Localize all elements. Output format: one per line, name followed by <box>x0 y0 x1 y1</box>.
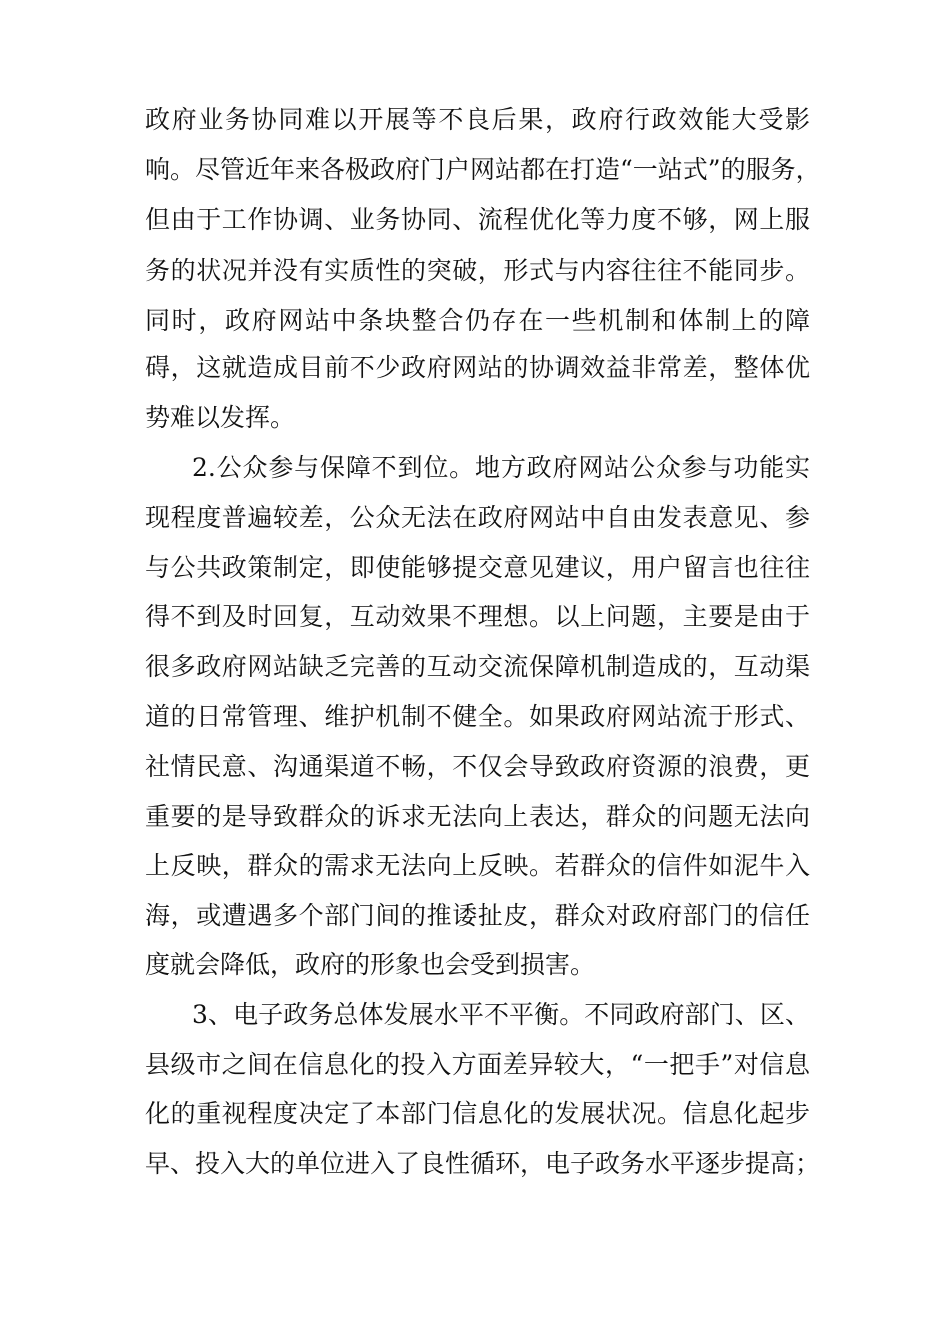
paragraph-1-line-5: 同时，政府网站中条块整合仍存在一些机制和体制上的障 <box>145 306 810 335</box>
paragraph-2-line-3: 与公共政策制定，即使能够提交意见建议，用户留言也往往 <box>145 553 810 582</box>
paragraph-3-line-1: 3、电子政务总体发展水平不平衡。不同政府部门、区、 <box>192 1000 810 1029</box>
paragraph-1-line-1: 政府业务协同难以开展等不良后果，政府行政效能大受影 <box>145 105 810 134</box>
paragraph-1-line-6: 碍，这就造成目前不少政府网站的协调效益非常差，整体优 <box>145 353 810 382</box>
paragraph-2-line-8: 重要的是导致群众的诉求无法向上表达，群众的问题无法向 <box>145 802 810 831</box>
paragraph-1-line-4: 务的状况并没有实质性的突破，形式与内容往往不能同步。 <box>145 256 810 285</box>
paragraph-2-line-2: 现程度普遍较差，公众无法在政府网站中自由发表意见、参 <box>145 503 810 532</box>
paragraph-3-line-4: 早、投入大的单位进入了良性循环，电子政务水平逐步提高； <box>145 1149 821 1178</box>
paragraph-1-line-7: 势难以发挥。 <box>145 403 296 432</box>
paragraph-2-line-7: 社情民意、沟通渠道不畅，不仅会导致政府资源的浪费，更 <box>145 752 810 781</box>
paragraph-2-line-11: 度就会降低，政府的形象也会受到损害。 <box>145 950 596 979</box>
paragraph-3-line-2: 县级市之间在信息化的投入方面差异较大，“一把手”对信息 <box>145 1050 810 1079</box>
paragraph-2-line-9: 上反映，群众的需求无法向上反映。若群众的信件如泥牛入 <box>145 851 810 880</box>
paragraph-2-line-6: 道的日常管理、维护机制不健全。如果政府网站流于形式、 <box>145 702 810 731</box>
paragraph-2-line-4: 得不到及时回复，互动效果不理想。以上问题，主要是由于 <box>145 602 810 631</box>
paragraph-1-line-3: 但由于工作协调、业务协同、流程优化等力度不够，网上服 <box>145 205 810 234</box>
paragraph-1-line-2: 响。尽管近年来各极政府门户网站都在打造“一站式”的服务， <box>145 155 821 184</box>
paragraph-2-line-10: 海，或遭遇多个部门间的推诿扯皮，群众对政府部门的信任 <box>145 901 810 930</box>
paragraph-2-line-5: 很多政府网站缺乏完善的互动交流保障机制造成的，互动渠 <box>145 652 810 681</box>
paragraph-3-line-3: 化的重视程度决定了本部门信息化的发展状况。信息化起步 <box>145 1099 810 1128</box>
paragraph-2-line-1: 2.公众参与保障不到位。地方政府网站公众参与功能实 <box>192 453 810 482</box>
